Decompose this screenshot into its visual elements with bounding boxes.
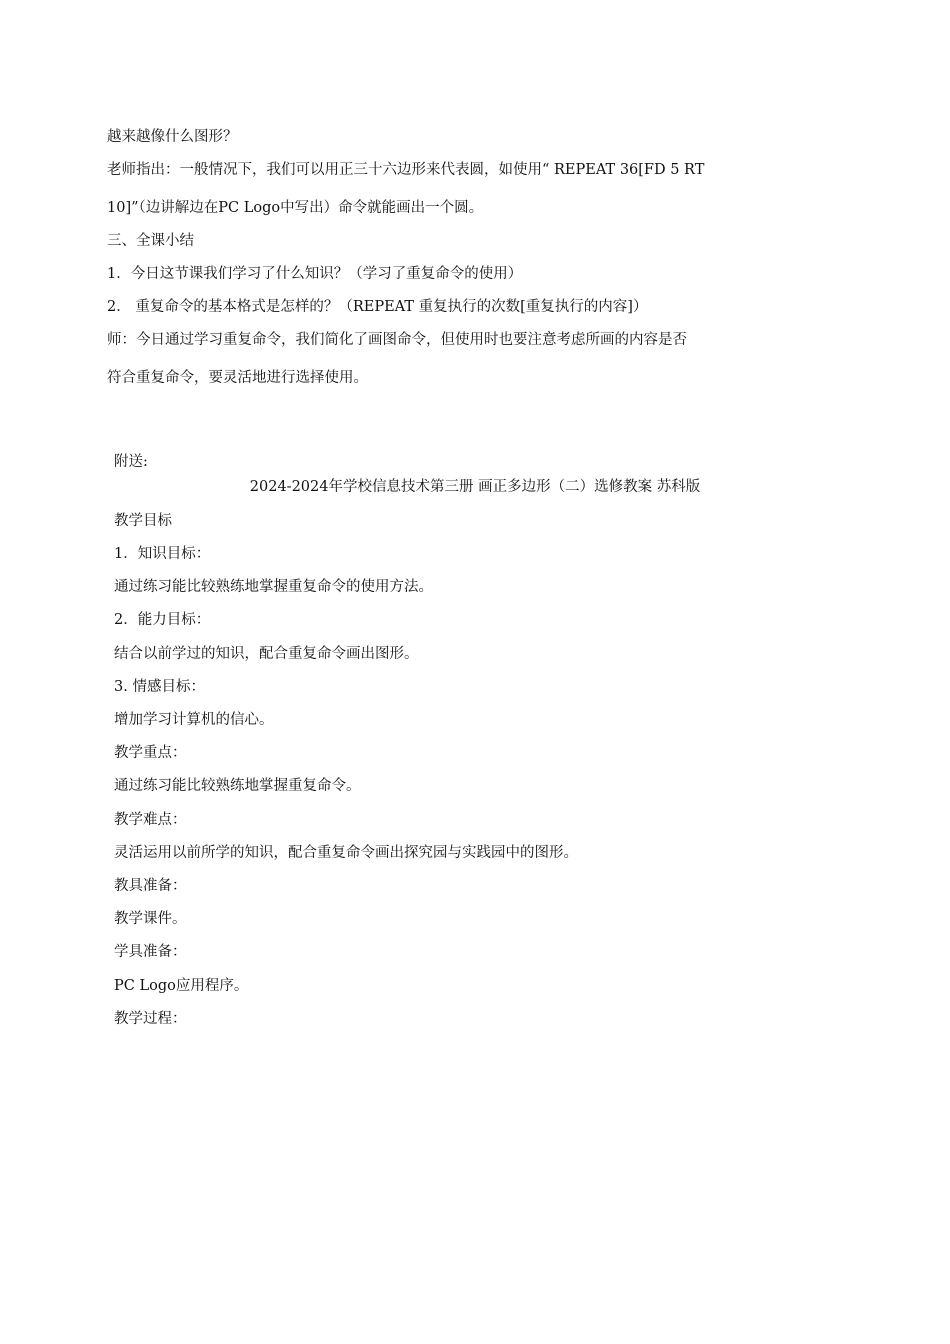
paragraph-line: 越来越像什么图形？ <box>107 129 238 145</box>
appendix-label: 附送: <box>114 454 148 470</box>
paragraph-line: 教学过程： <box>114 1011 187 1027</box>
paragraph-line: 教学重点： <box>114 745 187 761</box>
paragraph-line: 增加学习计算机的信心。 <box>114 712 274 728</box>
paragraph-line: PC Logo应用程序。 <box>114 978 249 994</box>
paragraph-line: 灵活运用以前所学的知识，配合重复命令画出探究园与实践园中的图形。 <box>114 845 578 861</box>
paragraph-line: 10]”（边讲解边在PC Logo中写出）命令就能画出一个圆。 <box>107 200 484 216</box>
paragraph-line: 符合重复命令，要灵活地进行选择使用。 <box>107 370 368 386</box>
paragraph-line: 师：今日通过学习重复命令，我们简化了画图命令，但使用时也要注意考虑所画的内容是否 <box>107 332 687 348</box>
paragraph-line: 教学课件。 <box>114 911 187 927</box>
paragraph-line: 通过练习能比较熟练地掌握重复命令的使用方法。 <box>114 579 433 595</box>
paragraph-line: 通过练习能比较熟练地掌握重复命令。 <box>114 778 361 794</box>
document-title: 2024-2024年学校信息技术第三册 画正多边形（二）选修教案 苏科版 <box>249 479 701 495</box>
paragraph-line: 2．能力目标： <box>114 612 211 628</box>
paragraph-line: 2． 重复命令的基本格式是怎样的？（REPEAT 重复执行的次数[重复执行的内容]） <box>107 299 648 315</box>
paragraph-line: 学具准备： <box>114 944 187 960</box>
paragraph-line: 教学目标 <box>114 513 172 529</box>
paragraph-line: 教具准备： <box>114 878 187 894</box>
paragraph-line: 结合以前学过的知识，配合重复命令画出图形。 <box>114 646 419 662</box>
section-heading: 三、全课小结 <box>107 233 194 249</box>
paragraph-line: 3. 情感目标： <box>114 679 205 695</box>
paragraph-line: 老师指出：一般情况下，我们可以用正三十六边形来代表圆，如使用“ REPEAT 36[FD 5 RT <box>107 162 705 178</box>
paragraph-line: 1．今日这节课我们学习了什么知识？（学习了重复命令的使用） <box>107 266 523 282</box>
paragraph-line: 1．知识目标： <box>114 546 211 562</box>
paragraph-line: 教学难点： <box>114 812 187 828</box>
